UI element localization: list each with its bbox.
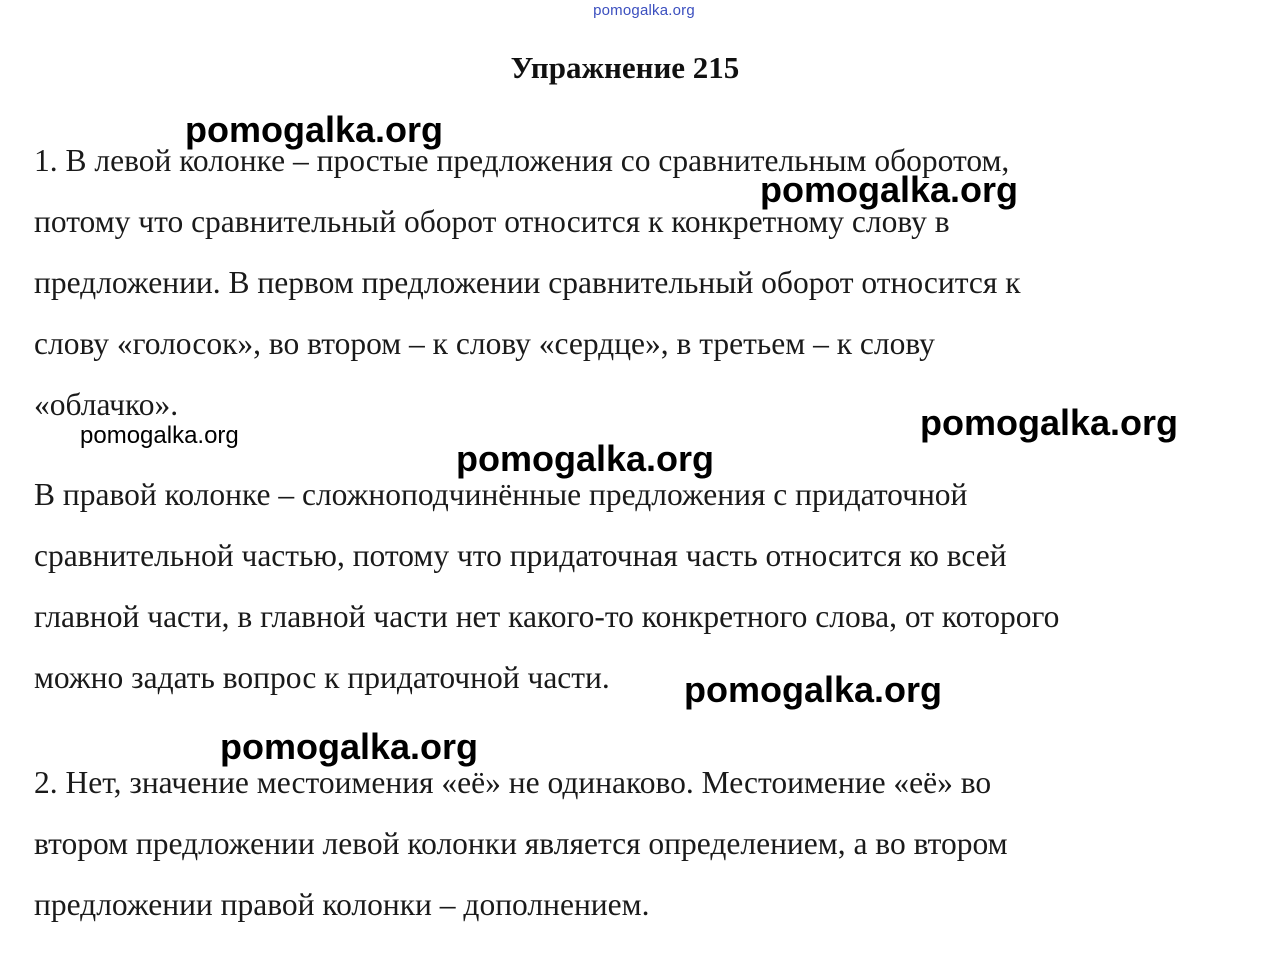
page-title: Упражнение 215 xyxy=(510,50,740,85)
paragraph-line: можно задать вопрос к придаточной части. xyxy=(34,660,610,695)
watermark-text: pomogalka.org xyxy=(684,669,943,710)
paragraph-line: 1. В левой колонке – простые предложения со сравнительным оборотом, xyxy=(34,143,1010,178)
watermark-text: pomogalka.org xyxy=(80,422,239,449)
paragraph-line: втором предложении левой колонки является определением, а во втором xyxy=(34,826,1008,861)
watermark-text: pomogalka.org xyxy=(456,438,715,479)
paragraph-line: 2. Нет, значение местоимения «её» не одинаково. Местоимение «её» во xyxy=(34,765,992,800)
watermark-text: pomogalka.org xyxy=(920,402,1179,443)
site-header-link[interactable]: pomogalka.org xyxy=(593,2,695,19)
paragraph-3 xyxy=(34,752,1254,935)
watermark-text: pomogalka.org xyxy=(220,726,479,767)
paragraph-line: слову «голосок», во втором – к слову «сердце», в третьем – к слову xyxy=(34,326,935,361)
paragraph-2 xyxy=(34,464,1254,708)
paragraph-1 xyxy=(34,130,1254,435)
watermark-text: pomogalka.org xyxy=(760,169,1019,210)
paragraph-line: предложении. В первом предложении сравнительный оборот относится к xyxy=(34,265,1021,300)
paragraph-line: «облачко». xyxy=(34,387,179,422)
paragraph-line: В правой колонке – сложноподчинённые предложения с придаточной xyxy=(34,477,968,512)
paragraph-line: главной части, в главной части нет какого-то конкретного слова, от которого xyxy=(34,599,1060,634)
paragraph-line: предложении правой колонки – дополнением. xyxy=(34,887,650,922)
watermark-text: pomogalka.org xyxy=(185,109,444,150)
paragraph-line: потому что сравнительный оборот относится к конкретному слову в xyxy=(34,204,950,239)
paragraph-line: сравнительной частью, потому что придаточная часть относится ко всей xyxy=(34,538,1007,573)
